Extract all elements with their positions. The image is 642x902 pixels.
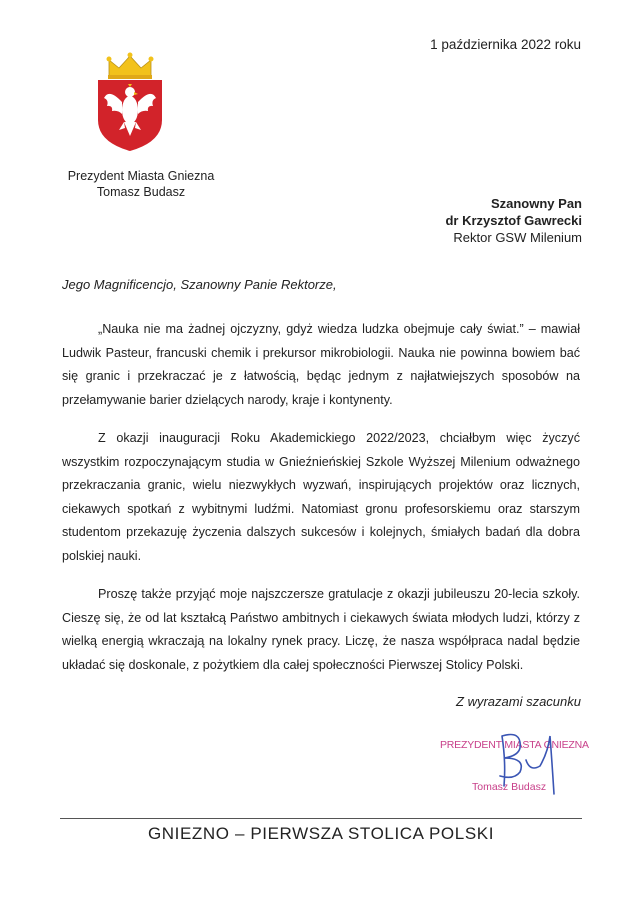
recipient-name: dr Krzysztof Gawrecki [445,213,582,228]
footer-divider [60,818,582,819]
stamp-title: PREZYDENT MIASTA GNIEZNA [440,739,589,751]
body-paragraph: „Nauka nie ma żadnej ojczyzny, gdyż wiedza ludzka obejmuje cały świat.” – mawiał Ludwik Pasteur, francuski chemik i prekursor mikrobiologii. Nauka nie powinna bowiem bać się granic i przekraczać je z łatwością, będąc jednym z najłatwiejszych sposobów na przełamywanie barier dzielących narody, kraje i kontynenty. [62,322,580,407]
recipient-position: Rektor GSW Milenium [453,230,582,245]
closing-phrase: Z wyrazami szacunku [456,694,581,709]
recipient-salutation: Szanowny Pan [490,196,582,211]
handwritten-signature [470,722,570,802]
sender-name: Tomasz Budasz [96,185,186,199]
body-paragraph: Z okazji inauguracji Roku Akademickiego 2022/2023, chciałbym więc życzyć wszystkim rozpoczynającym studia w Gnieźnieńskiej Szkole Wyższej Milenium odważnego przekraczania granic, wielu niezwykłych wyzwań, inspirujących projektów oraz licznych, ciekawych spotkań z wybitnymi ludźmi. Natomiast gronu profesorskiemu oraz starszym studentom przekazuję życzenia dalszych sukcesów i kolejnych, śmiałych badań dla dobra polskiej nauki. [62,431,580,563]
stamp-name: Tomasz Budasz [472,781,547,793]
greeting: Jego Magnificencjo, Szanowny Panie Rektorze, [62,277,337,292]
gniezno-coat-of-arms-icon [95,52,165,152]
sender-block [56,168,226,200]
letter-date: 1 października 2022 roku [430,37,581,52]
body-paragraph: Proszę także przyjąć moje najszczersze gratulacje z okazji jubileuszu 20-lecia szkoły. Cieszę się, że od lat kształcą Państwo ambitnych i ciekawych świata młodych ludzi, którzy z wielką energią wkraczają na lokalny rynek pracy. Liczę, że nasza współpraca nadal będzie układać się doskonale, z pożytkiem dla całej społeczności Pierwszej Stolicy Polski. [62,587,580,672]
sender-title: Prezydent Miasta Gniezna [67,169,215,183]
footer-motto: GNIEZNO – PIERWSZA STOLICA POLSKI [147,824,495,843]
recipient-block [445,195,582,246]
